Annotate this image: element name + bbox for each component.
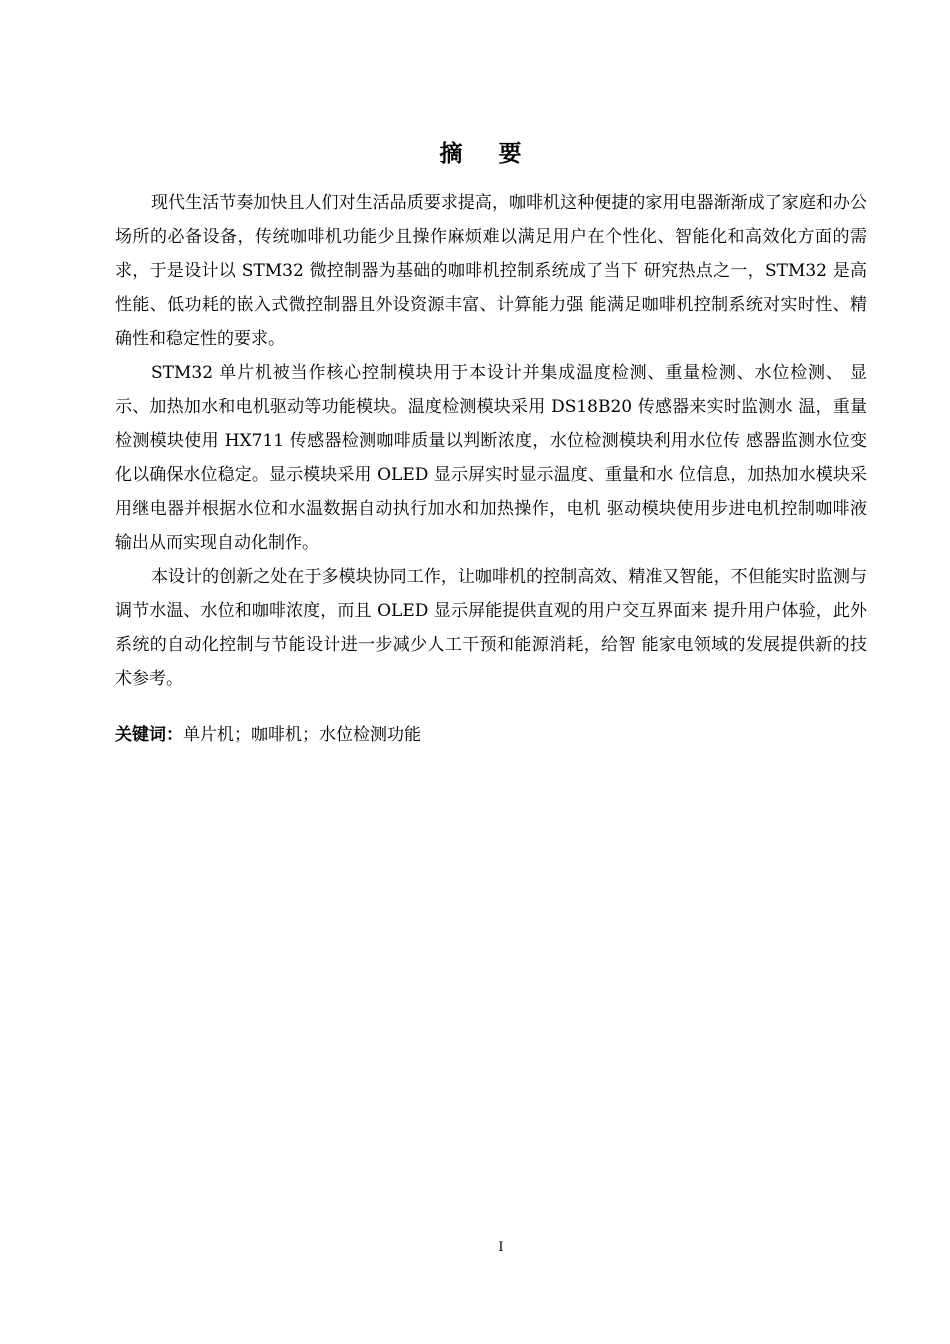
abstract-paragraph-2: STM32 单片机被当作核心控制模块用于本设计并集成温度检测、重量检测、水位检测、 显示、加热加水和电机驱动等功能模块。温度检测模块采用 DS18B20 传感器来实时监测水 温，重量检测模块使用 HX711 传感器检测咖啡质量以判断浓度，水位检测模块利用水位传 感器监测水位变化以确保水位稳定。显示模块采用 OLED 显示屏实时显示温度、重量和水 位信息，加热加水模块采用继电器并根据水位和水温数据自动执行加水和加热操作，电机 驱动模块使用步进电机控制咖啡液输出从而实现自动化制作。 (115, 363, 867, 553)
abstract-paragraph-1: 现代生活节奏加快且人们对生活品质要求提高，咖啡机这种便捷的家用电器渐渐成了家庭和办公场所的必备设备，传统咖啡机功能少且操作麻烦难以满足用户在个性化、智能化和高效化方面的需求，于是设计以 STM32 微控制器为基础的咖啡机控制系统成了当下 研究热点之一，STM32 是高性能、低功耗的嵌入式微控制器且外设资源丰富、计算能力强 能满足咖啡机控制系统对实时性、精确性和稳定性的要求。 (115, 193, 867, 349)
keywords-value: 单片机；咖啡机；水位检测功能 (183, 725, 421, 745)
keywords-label: 关键词： (115, 725, 183, 745)
page-number: I (498, 1240, 504, 1255)
abstract-body (115, 186, 867, 696)
keywords-line (115, 718, 867, 752)
abstract-title: 摘 要 (439, 141, 536, 167)
abstract-paragraph-3: 本设计的创新之处在于多模块协同工作，让咖啡机的控制高效、精准又智能，不但能实时监测与调节水温、水位和咖啡浓度，而且 OLED 显示屏能提供直观的用户交互界面来 提升用户体验，此外系统的自动化控制与节能设计进一步减少人工干预和能源消耗，给智 能家电领域的发展提供新的技术参考。 (115, 567, 867, 689)
